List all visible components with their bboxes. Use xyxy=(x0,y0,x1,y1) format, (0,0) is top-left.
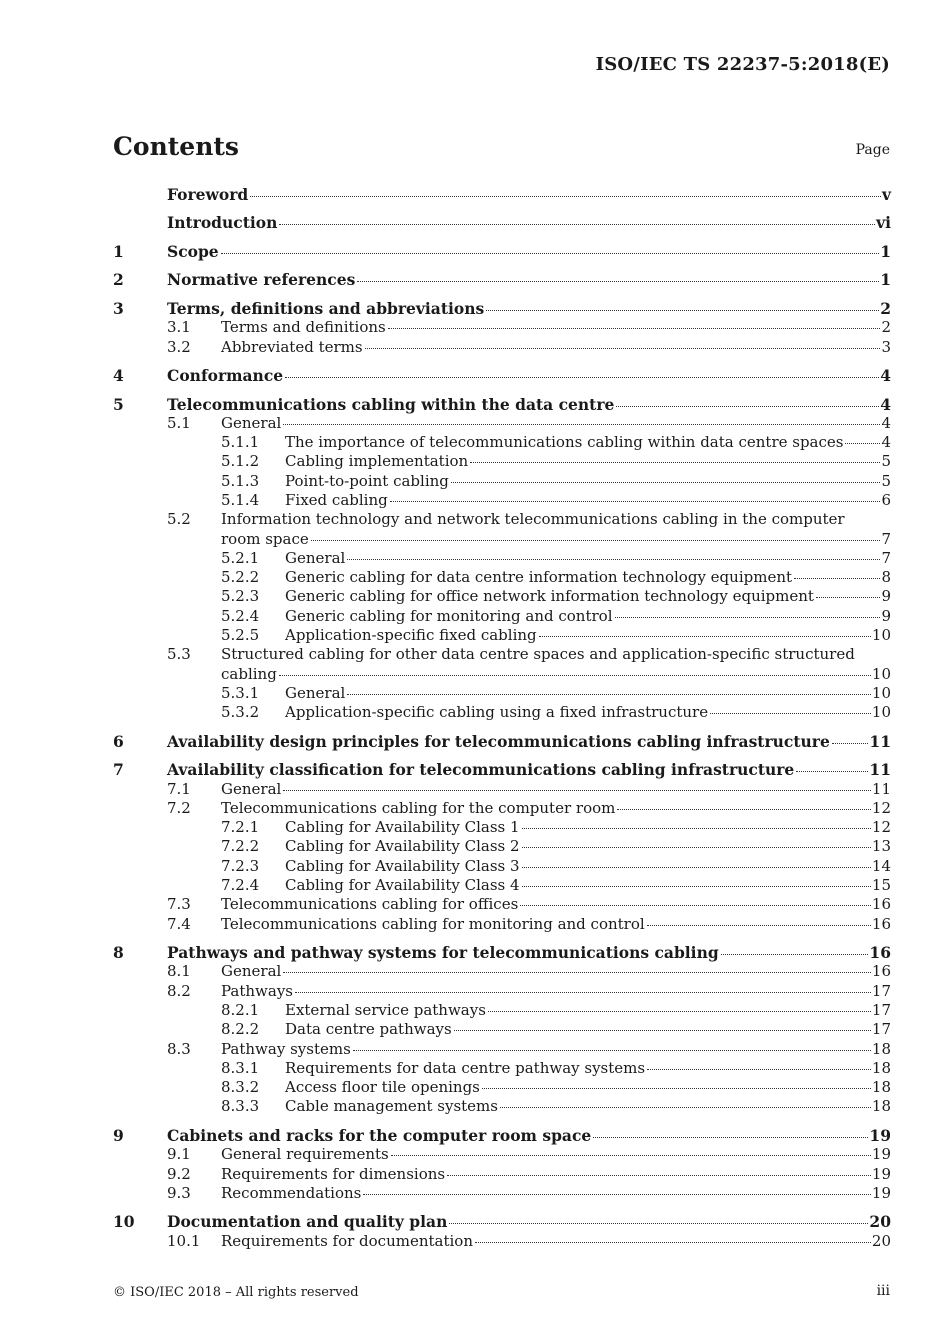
toc-entry-page: 18 xyxy=(871,1078,891,1097)
toc-entry-page: 4 xyxy=(880,394,891,414)
toc-entry[interactable] xyxy=(113,587,891,606)
toc-entry[interactable] xyxy=(113,1126,891,1145)
toc-entry-number: 6 xyxy=(113,731,124,751)
toc-entry-page: 7 xyxy=(881,529,891,548)
toc-entry[interactable] xyxy=(113,915,891,934)
toc-entry-title: Point-to-point cabling xyxy=(285,471,449,490)
toc-entry[interactable] xyxy=(113,270,891,289)
toc-entry-number: 8.3.1 xyxy=(221,1058,260,1077)
toc-entry-number: 7.4 xyxy=(167,914,191,933)
footer-copyright: © ISO/IEC 2018 – All rights reserved xyxy=(113,1285,359,1300)
dot-leader xyxy=(520,904,871,906)
dot-leader xyxy=(454,1029,871,1031)
dot-leader xyxy=(522,866,871,868)
toc-entry-title: General requirements xyxy=(221,1145,389,1164)
toc-entry-number: 8.2.2 xyxy=(221,1020,260,1039)
toc-entry-title: Pathway systems xyxy=(221,1039,351,1058)
toc-entry-title: Introduction xyxy=(167,213,278,233)
toc-entry-number: 5.1.4 xyxy=(221,490,260,509)
toc-entry-page: 7 xyxy=(881,548,891,567)
toc-entry-title: Recommendations xyxy=(221,1183,362,1202)
toc-entry-title-continuation: room space xyxy=(221,529,309,548)
toc-entry-number: 5.2.5 xyxy=(221,626,260,645)
dot-leader xyxy=(285,376,879,378)
toc-entry-title: Requirements for documentation xyxy=(221,1231,473,1250)
toc-entry-title: Telecommunications cabling for the computer room xyxy=(221,798,616,817)
toc-entry-title: Conformance xyxy=(167,366,284,386)
document-code: ISO/IEC TS 22237-5:2018(E) xyxy=(595,54,890,75)
toc-entry-title: Cabling implementation xyxy=(285,452,469,471)
dot-leader xyxy=(347,558,880,560)
toc-entry-number: 3.2 xyxy=(167,337,191,356)
toc-entry-page: 16 xyxy=(869,943,891,963)
toc-entry-number: 5.2.4 xyxy=(221,606,260,625)
dot-leader xyxy=(845,442,880,444)
toc-entry[interactable] xyxy=(113,684,891,703)
toc-entry-page: 5 xyxy=(881,452,891,471)
toc-entry-number: 5.3 xyxy=(167,645,191,664)
dot-leader xyxy=(451,481,881,483)
toc-entry[interactable] xyxy=(113,433,891,452)
toc-entry-page: 12 xyxy=(871,818,891,837)
toc-entry[interactable] xyxy=(113,876,891,895)
toc-entry[interactable] xyxy=(113,491,891,510)
toc-entry-title-continuation: cabling xyxy=(221,664,277,683)
dot-leader xyxy=(488,1010,871,1012)
toc-entry-number: 2 xyxy=(113,270,124,290)
dot-leader xyxy=(283,423,880,425)
toc-entry-page: 1 xyxy=(880,270,891,290)
toc-entry-title: Cabling for Availability Class 2 xyxy=(285,837,520,856)
toc-entry-number: 5.1.3 xyxy=(221,471,260,490)
toc-entry-number: 8.2.1 xyxy=(221,1000,260,1019)
dot-leader xyxy=(447,1174,871,1176)
toc-entry-number: 5.1.2 xyxy=(221,452,260,471)
toc-entry-title: General xyxy=(221,962,282,981)
dot-leader xyxy=(449,1222,868,1224)
toc-entry-page: 13 xyxy=(871,837,891,856)
toc-entry-title: Pathways xyxy=(221,981,294,1000)
toc-entry-title: Access floor tile openings xyxy=(285,1078,480,1097)
toc-entry-title: Telecommunications cabling for offices xyxy=(221,895,519,914)
dot-leader xyxy=(616,405,879,407)
dot-leader xyxy=(721,953,869,955)
dot-leader xyxy=(250,195,881,197)
toc-entry-page: vi xyxy=(876,213,891,233)
toc-entry-page: v xyxy=(881,185,891,204)
toc-entry-page: 19 xyxy=(871,1145,891,1164)
toc-entry-page: 1 xyxy=(880,241,891,261)
dot-leader xyxy=(363,1193,871,1195)
toc-entry-number: 5.2.2 xyxy=(221,568,260,587)
toc-entry-number: 3 xyxy=(113,298,124,318)
toc-entry[interactable] xyxy=(113,1040,891,1059)
toc-entry-number: 7.2.4 xyxy=(221,876,260,894)
toc-entry-page: 16 xyxy=(871,962,891,981)
toc-entry-page: 10 xyxy=(871,626,891,645)
toc-entry-number: 5.2.3 xyxy=(221,587,260,606)
toc-entry[interactable] xyxy=(113,895,891,914)
toc-entry[interactable] xyxy=(113,1097,891,1116)
dot-leader xyxy=(794,577,880,579)
toc-entry-title: General xyxy=(285,683,346,702)
dot-leader xyxy=(796,770,868,772)
toc-entry-title: General xyxy=(285,548,346,567)
dot-leader xyxy=(279,674,871,676)
toc-entry[interactable] xyxy=(113,1145,891,1164)
toc-entry[interactable] xyxy=(113,857,891,876)
toc-entry-page: 6 xyxy=(881,490,891,509)
toc-entry-page: 16 xyxy=(871,895,891,914)
footer-page-number: iii xyxy=(876,1283,890,1299)
dot-leader xyxy=(221,252,880,254)
toc-entry-number: 7.3 xyxy=(167,895,191,914)
toc-entry-title: Fixed cabling xyxy=(285,490,388,509)
toc-entry-page: 11 xyxy=(869,731,891,751)
toc-entry[interactable] xyxy=(113,1212,891,1231)
toc-entry-number: 5.1 xyxy=(167,413,191,432)
toc-entry-page: 18 xyxy=(871,1039,891,1058)
toc-entry[interactable] xyxy=(113,645,891,684)
toc-entry[interactable] xyxy=(113,395,891,414)
toc-entry-page: 2 xyxy=(880,298,891,318)
toc-entry-number: 7.2.2 xyxy=(221,837,260,856)
dot-leader xyxy=(390,500,881,502)
toc-entry-number: 8 xyxy=(113,943,124,963)
toc-entry-title: Documentation and quality plan xyxy=(167,1212,448,1232)
table-of-contents xyxy=(113,185,891,1251)
toc-entry-number: 5.3.1 xyxy=(221,683,260,702)
toc-entry-number: 7.1 xyxy=(167,779,191,798)
toc-entry[interactable] xyxy=(113,818,891,837)
toc-entry-page: 5 xyxy=(881,471,891,490)
dot-leader xyxy=(365,347,881,349)
toc-entry-number: 5.2 xyxy=(167,510,191,529)
toc-entry-title: Telecommunications cabling within the data centre xyxy=(167,394,615,414)
dot-leader xyxy=(353,1049,871,1051)
toc-entry-page: 19 xyxy=(869,1125,891,1145)
toc-entry-title: Cabinets and racks for the computer room space xyxy=(167,1125,592,1145)
dot-leader xyxy=(832,742,869,744)
toc-entry-title: Foreword xyxy=(167,185,249,204)
dot-leader xyxy=(475,1241,871,1243)
toc-entry-page: 17 xyxy=(871,1000,891,1019)
toc-entry-number: 4 xyxy=(113,366,124,386)
toc-entry-title: Telecommunications cabling for monitoring and control xyxy=(221,914,645,933)
toc-entry-title: Cabling for Availability Class 3 xyxy=(285,856,520,875)
toc-entry[interactable] xyxy=(113,760,891,779)
toc-entry-number: 10.1 xyxy=(167,1231,201,1250)
toc-entry[interactable] xyxy=(113,452,891,471)
toc-entry-number: 9 xyxy=(113,1125,124,1145)
toc-entry[interactable] xyxy=(113,799,891,818)
toc-entry[interactable] xyxy=(113,568,891,587)
dot-leader xyxy=(615,616,881,618)
dot-leader xyxy=(816,596,881,598)
toc-entry-title: Abbreviated terms xyxy=(221,337,363,356)
dot-leader xyxy=(500,1106,871,1108)
toc-entry-title: The importance of telecommunications cabling within data centre spaces xyxy=(285,433,844,452)
toc-entry[interactable] xyxy=(113,962,891,981)
toc-entry[interactable] xyxy=(113,1001,891,1020)
toc-entry[interactable] xyxy=(113,626,891,645)
toc-entry-number: 5.3.2 xyxy=(221,703,260,722)
toc-entry-number: 7.2 xyxy=(167,798,191,817)
toc-entry[interactable] xyxy=(113,607,891,626)
toc-entry-number: 8.3.2 xyxy=(221,1078,260,1097)
toc-entry-number: 10 xyxy=(113,1212,135,1232)
toc-entry-title: Cable management systems xyxy=(285,1097,498,1116)
toc-entry-page: 18 xyxy=(871,1058,891,1077)
toc-entry[interactable] xyxy=(113,414,891,433)
toc-entry-number: 7.2.3 xyxy=(221,856,260,875)
dot-leader xyxy=(283,789,871,791)
dot-leader xyxy=(522,885,871,887)
toc-entry-title: Scope xyxy=(167,241,219,261)
dot-leader xyxy=(486,309,879,311)
dot-leader xyxy=(710,712,871,714)
toc-entry[interactable] xyxy=(113,1165,891,1184)
dot-leader xyxy=(357,280,879,282)
toc-entry[interactable] xyxy=(113,185,891,204)
toc-entry-title: General xyxy=(221,779,282,798)
toc-entry-page: 20 xyxy=(869,1212,891,1232)
toc-entry-title: Information technology and network telecommunications cabling in the computer xyxy=(221,510,845,529)
toc-entry-title: External service pathways xyxy=(285,1000,486,1019)
toc-entry[interactable] xyxy=(113,318,891,337)
toc-entry-number: 7.2.1 xyxy=(221,818,260,837)
toc-entry-page: 10 xyxy=(871,703,891,722)
dot-leader xyxy=(470,461,880,463)
toc-entry-title: Data centre pathways xyxy=(285,1020,452,1039)
dot-leader xyxy=(539,635,871,637)
toc-entry-title: Cabling for Availability Class 1 xyxy=(285,818,520,837)
toc-entry-page: 12 xyxy=(871,798,891,817)
toc-entry-page: 10 xyxy=(871,683,891,702)
toc-entry[interactable] xyxy=(113,1020,891,1039)
toc-entry-page: 18 xyxy=(871,1097,891,1116)
toc-entry[interactable] xyxy=(113,299,891,318)
toc-entry[interactable] xyxy=(113,732,891,751)
toc-entry-page: 9 xyxy=(881,587,891,606)
toc-entry-number: 8.1 xyxy=(167,962,191,981)
toc-entry-title: Requirements for data centre pathway systems xyxy=(285,1058,646,1077)
toc-entry-title: Normative references xyxy=(167,270,356,290)
dot-leader xyxy=(388,327,881,329)
toc-entry-page: 9 xyxy=(881,606,891,625)
toc-entry-title: General xyxy=(221,413,282,432)
toc-entry-page: 3 xyxy=(881,337,891,356)
toc-entry-page: 19 xyxy=(871,1183,891,1202)
toc-entry-title: Terms, definitions and abbreviations xyxy=(167,298,485,318)
toc-entry[interactable] xyxy=(113,1078,891,1097)
toc-entry-title: Availability classification for telecommunications cabling infrastructure xyxy=(167,760,795,780)
toc-entry-page: 14 xyxy=(871,856,891,875)
toc-entry-title: Requirements for dimensions xyxy=(221,1164,446,1183)
toc-entry-number: 7 xyxy=(113,760,124,780)
dot-leader xyxy=(522,827,871,829)
toc-entry-title: Pathways and pathway systems for telecommunications cabling xyxy=(167,943,719,963)
dot-leader xyxy=(391,1154,871,1156)
toc-entry-page: 11 xyxy=(871,779,891,798)
toc-entry[interactable] xyxy=(113,982,891,1001)
toc-entry[interactable] xyxy=(113,703,891,722)
toc-entry-page: 10 xyxy=(871,664,891,683)
toc-entry-number: 3.1 xyxy=(167,318,191,337)
toc-entry-title: Application-specific cabling using a fixed infrastructure xyxy=(285,703,709,722)
toc-entry[interactable] xyxy=(113,510,891,549)
dot-leader xyxy=(617,808,871,810)
toc-entry-number: 5.2.1 xyxy=(221,548,260,567)
toc-entry[interactable] xyxy=(113,338,891,357)
toc-entry-page: 4 xyxy=(880,366,891,386)
contents-heading: Contents xyxy=(113,132,240,161)
toc-entry-page: 20 xyxy=(871,1231,891,1250)
toc-entry-page: 8 xyxy=(881,568,891,587)
toc-entry[interactable] xyxy=(113,1059,891,1078)
toc-entry[interactable] xyxy=(113,366,891,385)
toc-entry-title: Generic cabling for office network information technology equipment xyxy=(285,587,814,606)
toc-entry-title: Structured cabling for other data centre spaces and application-specific structured xyxy=(221,645,855,664)
dot-leader xyxy=(295,991,871,993)
toc-entry[interactable] xyxy=(113,472,891,491)
dot-leader xyxy=(279,223,875,225)
toc-entry-page: 4 xyxy=(881,413,891,432)
toc-entry-title: Application-specific fixed cabling xyxy=(285,626,537,645)
page-column-label: Page xyxy=(855,142,890,158)
toc-entry-number: 5 xyxy=(113,394,124,414)
toc-entry-title: Generic cabling for data centre information technology equipment xyxy=(285,568,793,587)
toc-entry-page: 2 xyxy=(881,318,891,337)
dot-leader xyxy=(311,539,881,541)
toc-entry-page: 19 xyxy=(871,1164,891,1183)
toc-entry-title: Availability design principles for telecommunications cabling infrastructure xyxy=(167,731,830,751)
toc-entry[interactable] xyxy=(113,943,891,962)
dot-leader xyxy=(482,1087,871,1089)
toc-entry-title: Cabling for Availability Class 4 xyxy=(285,876,520,894)
toc-entry-page: 15 xyxy=(871,876,891,894)
toc-entry-page: 11 xyxy=(869,760,891,780)
toc-entry-page: 4 xyxy=(881,433,891,452)
toc-entry-title: Terms and definitions xyxy=(221,318,386,337)
dot-leader xyxy=(347,693,871,695)
dot-leader xyxy=(522,846,871,848)
toc-entry[interactable] xyxy=(113,1184,891,1203)
toc-entry-title: Generic cabling for monitoring and control xyxy=(285,606,613,625)
toc-entry[interactable] xyxy=(113,1232,891,1251)
dot-leader xyxy=(283,971,871,973)
toc-entry-page: 16 xyxy=(871,914,891,933)
toc-entry-number: 8.2 xyxy=(167,981,191,1000)
toc-entry[interactable] xyxy=(113,549,891,568)
toc-entry-page: 17 xyxy=(871,981,891,1000)
toc-entry-number: 9.2 xyxy=(167,1164,191,1183)
toc-entry-number: 9.1 xyxy=(167,1145,191,1164)
toc-entry[interactable] xyxy=(113,242,891,261)
toc-entry-number: 8.3 xyxy=(167,1039,191,1058)
dot-leader xyxy=(647,1068,871,1070)
toc-entry-number: 5.1.1 xyxy=(221,433,260,452)
toc-entry-number: 9.3 xyxy=(167,1183,191,1202)
toc-entry-number: 1 xyxy=(113,241,124,261)
toc-entry-page: 17 xyxy=(871,1020,891,1039)
dot-leader xyxy=(593,1136,868,1138)
toc-entry[interactable] xyxy=(113,837,891,856)
toc-entry[interactable] xyxy=(113,213,891,232)
toc-entry[interactable] xyxy=(113,780,891,799)
dot-leader xyxy=(647,924,871,926)
toc-entry-number: 8.3.3 xyxy=(221,1097,260,1116)
